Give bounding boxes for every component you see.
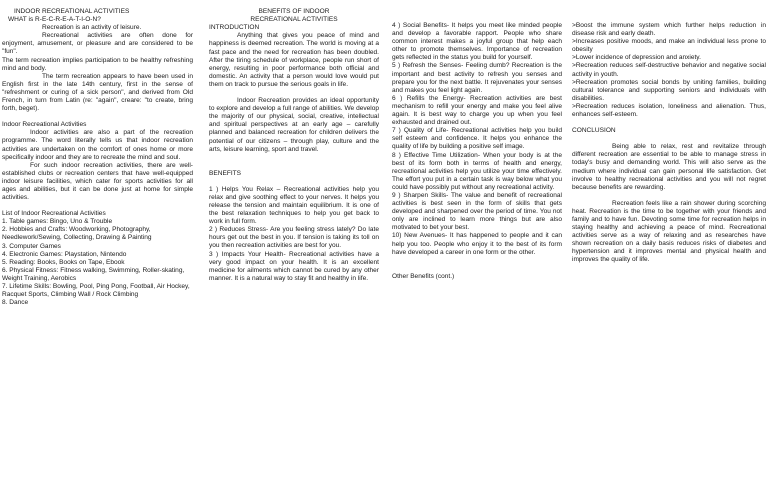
column-3: [392, 22, 562, 281]
doc-subtitle: WHAT is R-E-C-R-E-A-T-I-O-N?: [8, 16, 101, 24]
benefit-item: 9 ) Sharpen Skills- The value and benefit of recreational activities is best seen in the form of skills that gets developed and sharpened over the period of time. You not only are inclined to learn more things but are also motivated to bet your best.: [392, 191, 562, 232]
other-benefit-item: >Recreation reduces self-destructive behavior and negative social activity in youth.: [572, 62, 766, 78]
benefit-item: 1 ) Helps You Relax – Recreational activities help you relax and give soothing effect to your nerves. It helps you release the tension and maintain equilibrium. It is one of the best relaxation techniques to help you get back to work in full form.: [209, 185, 379, 226]
paragraph: The term recreation implies participation to be healthy refreshing mind and body.: [2, 56, 193, 72]
paragraph: Indoor activities are also a part of the recreation programme. The word literally tells us that indoor recreation activities are undertaken on the comfort of ones home or more specifically indoor and they are to recreate the mind and soul.: [2, 129, 193, 161]
section-heading: BENEFITS: [209, 169, 242, 177]
other-benefit-item: >Increases positive moods, and make an individual less prone to obesity: [572, 38, 766, 54]
benefit-item: 3 ) Impacts Your Health- Recreational activities have a very good impact on your health. It is an excellent medicine for ailments which cannot be cured by any other manner. It is a natural way to stay fit and healthy in life.: [209, 250, 379, 282]
other-benefit-item: >Recreation reduces isolation, loneliness and alienation. Thus, enhances self-esteem.: [572, 102, 766, 119]
list-heading: List of Indoor Recreational Activities: [2, 210, 106, 218]
paragraph: Recreation is an activity of leisure.: [42, 24, 142, 32]
benefit-item: 5 ) Refresh the Senses- Feeling dumb? Recreation is the important and best activity to refresh you senses and prepare you for the next battle. It rejuvenates your senses and makes you feel light again.: [392, 62, 562, 94]
list-item: 7. Lifetime Skills: Bowling, Pool, Ping Pong, Football, Air Hockey, Racquet Sports, Climbing Wall / Rock Climbing: [2, 283, 190, 299]
paragraph: Indoor Recreation provides an ideal opportunity to explore and develop a full range of abilities. We develop the majority of our physical, social, creative, intellectual and spiritual perspectives at an early age – carefully planned and balanced recreation for children delivers the potential of our citizens – through play, culture and the arts, leisure learning, sport and travel.: [209, 97, 379, 153]
benefit-item: 6 ) Refills the Energy- Recreation activities are best mechanism to refill your energy and make you feel alive again. It is best way to charge you up when you feel exhausted and drained out.: [392, 94, 562, 127]
list-item: 8. Dance: [2, 299, 29, 307]
other-benefits-heading: Other Benefits (cont.): [392, 272, 455, 280]
column-2: [209, 8, 379, 283]
list-item: 2. Hobbies and Crafts: Woodworking, Photography, Needlework/Sewing, Collecting, Drawing & Painting: [2, 226, 152, 242]
section-heading: Indoor Recreational Activities: [2, 121, 87, 129]
paragraph: For such indoor recreation activities, there are well-established clubs or recreation centers that have well-equipped indoor leisure facilities, which cater for sports activities for all ages and abilities, but it can be done just at home for simple activities.: [2, 161, 193, 202]
column-1: [2, 8, 193, 307]
paragraph: Being able to relax, rest and revitalize through different recreation are essential to be able to manage stress in today's busy and demanding world. This will also serve as the medium where individual can gain personal life satisfaction. Get involve to healthy recreational activities and you will not regret because benefits are rewarding.: [572, 143, 766, 191]
doc-title: INDOOR RECREATIONAL ACTIVITIES: [14, 8, 130, 15]
paragraph: The term recreation appears to have been used in English first in the late 14th century, first in the sense of "refreshment or curing of a sick person", and derived from Old French, in turn from Latin (re: "again", creare: "to create, bring forth, beget).: [2, 72, 193, 113]
list-item: 4. Electronic Games: Playstation, Nintendo: [2, 250, 127, 258]
benefit-item: 2 ) Reduces Stress- Are you feeling stress lately? Do late hours get out the best in you. If tension is taking its toll on you then recreation activities are best for you.: [209, 226, 379, 250]
other-benefit-item: >Lower incidence of depression and anxiety.: [572, 54, 701, 62]
column-4: [572, 22, 766, 265]
list-item: 1. Table games: Bingo, Uno & Trouble: [2, 218, 113, 226]
list-item: 6. Physical Fitness: Fitness walking, Swimming, Roller-skating, Weight Training, Aerobics: [2, 266, 185, 282]
section-heading: CONCLUSION: [572, 127, 616, 135]
paragraph: Recreational activities are often done for enjoyment, amusement, or pleasure and are considered to be "fun".: [2, 32, 193, 56]
activities-list: [2, 210, 193, 307]
benefits-title-line-2: RECREATIONAL ACTIVITIES: [250, 16, 338, 24]
other-benefit-item: >Boost the immune system which further helps reduction in disease risk and early death.: [572, 22, 766, 38]
benefit-item: 7 ) Quality of Life- Recreational activities help you build self esteem and confidence. It helps you enhance the quality of life by building a positive self image.: [392, 127, 562, 151]
benefit-item: 8 ) Effective Time Utilization- When your body is at the best of its form both in terms of health and energy, recreational activities help you utilize your time effectively. The effort you put in a certain task is way below what you could have possibly put without any recreational activity.: [392, 151, 562, 191]
list-item: 3. Computer Games: [2, 242, 61, 250]
benefits-title-line-1: BENEFITS OF INDOOR: [258, 8, 330, 15]
section-heading: INTRODUCTION: [209, 24, 260, 32]
other-benefit-item: >Recreation promotes social bonds by uniting families, building cultural tolerance and supporting seniors and individuals with disabilities.: [572, 78, 766, 102]
benefit-item: 10) New Avenues- It has happened to people and it can help you too. People who enjoy it to the best of its form have developed a career in one form or the other.: [392, 232, 562, 256]
list-item: 5. Reading: Books, Books on Tape, Ebook: [2, 258, 125, 266]
benefit-item: 4 ) Social Benefits- It helps you meet like minded people and develop a favorable rapport. People who share common interest makes a joyful group that help each other to promote themselves. Importance of recreation gets reflected in the status you build for yourself.: [392, 22, 562, 62]
paragraph: Recreation feels like a rain shower during scorching heat. Recreation is the time to be together with your friends and family and to have fun. Devoting some time for recreation helps in staying healthy and achieving a peace of mind. Recreational activities serve as a way of relaxing and as researches have shown recreation on a daily basis reduces risks of diabetes and hypertension and it improves mental and physical health and improves the quality of life.: [572, 199, 766, 264]
paragraph: Anything that gives you peace of mind and happiness is deemed recreation. The world is moving at a fast pace and the need for recreation has been doubled. After the tiring schedule of workplace, people run short of energy, resulting in poor performance both official and domestic. An activity that a person would love would put them on track to pursue the serious goals in life.: [209, 32, 379, 88]
